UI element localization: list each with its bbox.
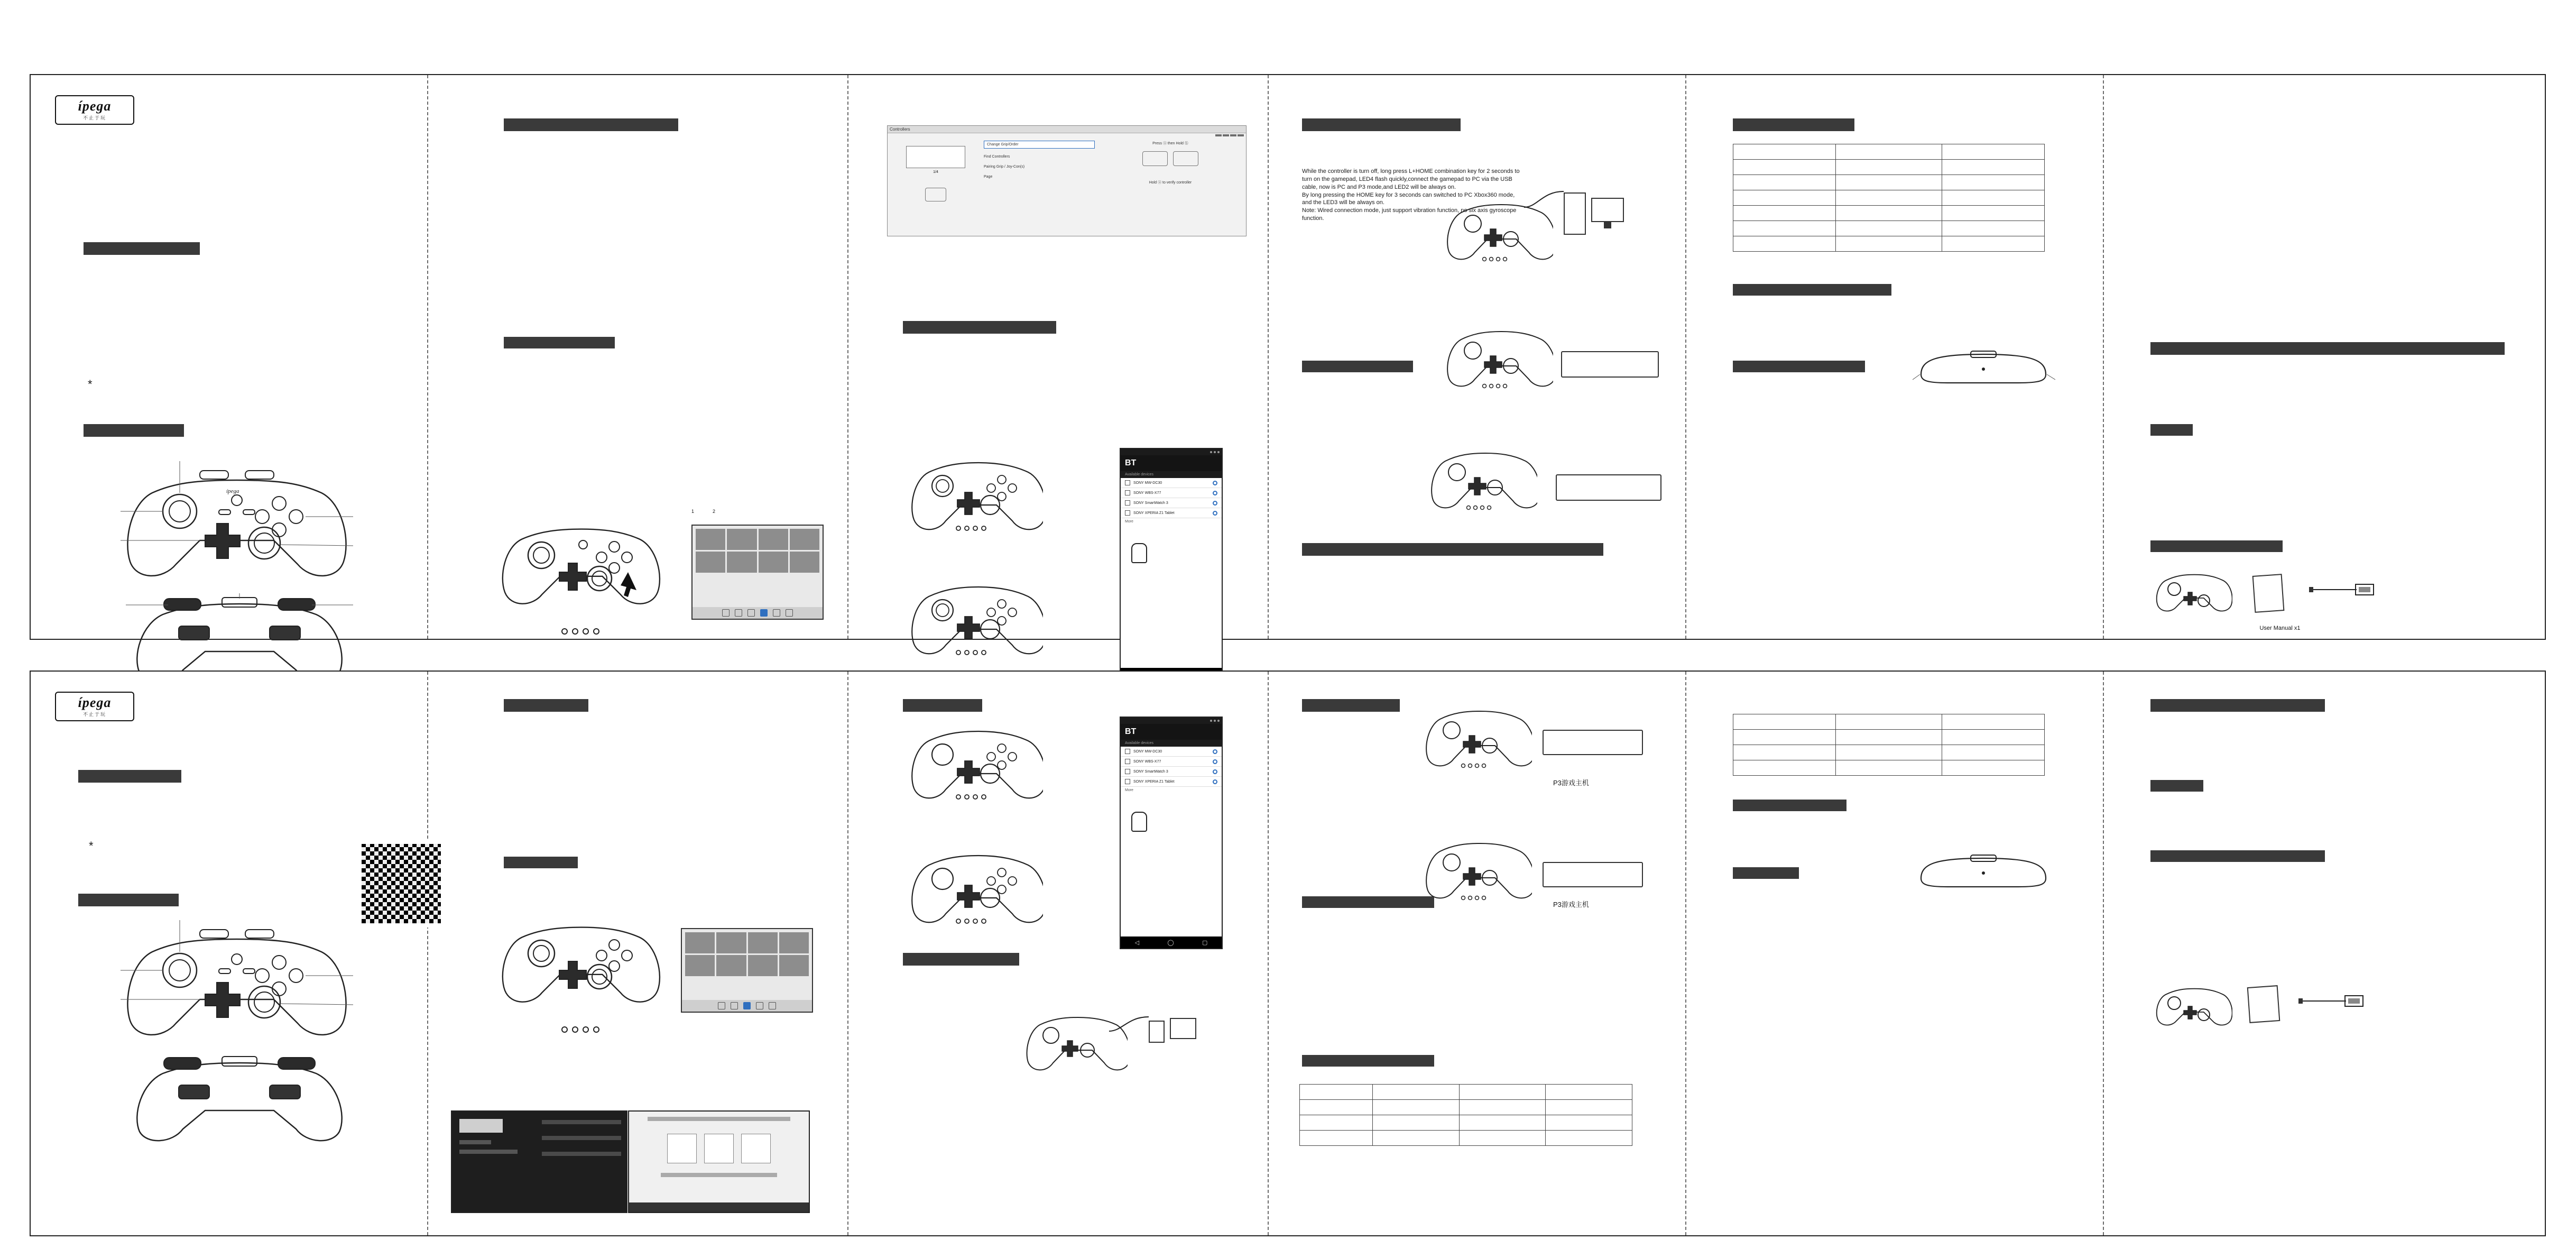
device-icon <box>1125 779 1130 784</box>
tv-icon-5[interactable] <box>786 609 793 617</box>
dialog-tabs[interactable] <box>888 133 1246 137</box>
heading-console-zh <box>1302 699 1400 712</box>
heading-troubleshoot <box>1302 543 1603 556</box>
step-number-1: 1 <box>691 509 695 514</box>
list-item[interactable] <box>1121 508 1222 518</box>
gear-icon[interactable] <box>1213 501 1217 506</box>
phone-bluetooth-screenshot <box>1120 448 1223 681</box>
gamepad-package-illustration-zh <box>2153 981 2232 1039</box>
dialog-tab-3[interactable] <box>1230 134 1236 136</box>
phone-bluetooth-screenshot-zh <box>1120 717 1223 949</box>
panel-console-connection <box>1268 75 1685 639</box>
list-item[interactable] <box>1121 777 1222 787</box>
heading-console <box>1302 118 1461 131</box>
tv-icon-2[interactable] <box>735 609 742 617</box>
heading-package-zh <box>2150 850 2325 862</box>
joycon-left-icon <box>1142 151 1168 166</box>
phone-screen-title: BT <box>1121 724 1222 740</box>
controller-mini-icon <box>925 188 946 201</box>
brand-logo <box>55 95 134 125</box>
device-icon <box>1125 769 1130 774</box>
heading-overview-zh <box>78 770 181 783</box>
gear-icon[interactable] <box>1213 769 1217 774</box>
phone-statusbar <box>1121 449 1222 455</box>
svg-text:ípega: ípega <box>226 488 239 494</box>
usb-cable-illustration-zh <box>2298 991 2372 1013</box>
ps3-console-illustration-2 <box>1556 474 1661 501</box>
gamepad-top-edge-illustration-zh <box>1913 854 2055 891</box>
gamepad-illustration-ps3-b <box>1426 445 1537 517</box>
manual-sheet-english <box>30 74 2546 640</box>
spec-table-zh <box>1733 714 2045 776</box>
gamepad-illustration-bt-2 <box>906 577 1043 662</box>
list-item[interactable] <box>1121 757 1222 767</box>
brand-tagline: 不止于玩 <box>82 115 106 121</box>
device-name: SONY WBS-X77 <box>1133 759 1161 764</box>
device-name: SONY XPERIA Z1 Tablet <box>1133 779 1175 784</box>
panel-product-overview <box>31 75 427 639</box>
heading-warranty-zh <box>2150 699 2325 712</box>
tv-icon-3[interactable] <box>747 609 755 617</box>
tv-toolbar[interactable] <box>693 607 823 619</box>
heading-note <box>2150 424 2193 436</box>
phone-screen-title: BT <box>1121 455 1222 471</box>
heading-ps3-zh <box>1302 896 1434 908</box>
device-name: SONY XPERIA Z1 Tablet <box>1133 511 1175 515</box>
monitor-stand <box>1604 222 1611 228</box>
dialog-footer-hint: Press ⓐ then Hold ⓑ <box>1152 142 1188 145</box>
monitor-illustration-zh <box>1170 1018 1196 1039</box>
gear-icon[interactable] <box>1213 491 1217 495</box>
list-item[interactable] <box>1121 488 1222 498</box>
gamepad-illustration-ps3-b-zh <box>1421 835 1532 907</box>
dialog-item-pairing[interactable]: Pairing Grip / Joy-Con(s) <box>984 165 1025 169</box>
dialog-tab-4[interactable] <box>1238 134 1244 136</box>
ps3-label-b: P3游戏主机 <box>1553 901 1589 908</box>
phone-section-label: Available devices <box>1121 740 1222 747</box>
device-icon <box>1125 500 1130 506</box>
gamepad-back-illustration-zh <box>126 1052 353 1145</box>
dialog-title: Controllers <box>888 126 1246 133</box>
list-item[interactable] <box>1121 767 1222 777</box>
tv-icon-selected[interactable] <box>743 1002 751 1009</box>
heading-trouble-zh <box>1302 1055 1434 1067</box>
dialog-item-page[interactable]: Page <box>984 175 993 179</box>
list-item[interactable] <box>1121 747 1222 757</box>
package-caption: User Manual x1 <box>2259 625 2301 631</box>
tv-icon-4[interactable] <box>773 609 780 617</box>
panel-bluetooth-zh <box>847 672 1268 1235</box>
pc-setup-screenshot-light <box>628 1110 810 1213</box>
tv-icon-selected[interactable] <box>760 609 768 617</box>
note-asterisk-zh: * <box>89 839 94 852</box>
brand-name: ípega <box>78 98 112 114</box>
heading-parts <box>84 424 184 437</box>
ps3-console-illustration-zh <box>1543 730 1643 755</box>
gamepad-top-edge-illustration <box>1913 350 2055 387</box>
dialog-tab-1[interactable] <box>1215 134 1222 136</box>
panel-android-connection-zh <box>427 672 847 1235</box>
ps3-console-illustration <box>1561 351 1659 378</box>
android-tv-screenshot-zh <box>681 928 813 1013</box>
heading-ps3 <box>1302 361 1413 372</box>
device-icon <box>1125 480 1130 485</box>
dialog-hint: Hold ⓐ to verify controller <box>1149 181 1192 185</box>
gamepad-front-illustration <box>121 461 353 583</box>
manual-booklet-illustration-zh <box>2247 985 2280 1023</box>
device-name: SONY MW-DC30 <box>1133 749 1162 754</box>
heading-note-zh <box>2150 780 2203 792</box>
device-icon <box>1125 749 1130 754</box>
heading-specifications <box>1733 118 1854 131</box>
gear-icon[interactable] <box>1213 511 1217 516</box>
device-name: SONY SmartWatch 3 <box>1133 769 1168 774</box>
ps3-console-illustration-2-zh <box>1543 862 1643 887</box>
list-item[interactable] <box>1121 498 1222 508</box>
heading-parts-zh <box>78 894 179 906</box>
hand-pointer-icon <box>1131 543 1147 563</box>
pc-setup-screenshot-dark <box>451 1110 627 1213</box>
gear-icon[interactable] <box>1213 749 1217 754</box>
tv-toolbar[interactable] <box>682 1000 812 1012</box>
dialog-item-find[interactable]: Find Controllers <box>984 155 1010 159</box>
hand-pointer-icon <box>1131 812 1147 832</box>
gamepad-illustration-bt-1 <box>906 453 1043 538</box>
device-icon <box>1125 759 1130 764</box>
gamepad-illustration-bt-1-zh <box>906 722 1043 806</box>
gamepad-illustration-ps3-a <box>1442 324 1553 395</box>
change-grip-order-button[interactable]: Change Grip/Order <box>984 141 1095 149</box>
device-name: SONY SmartWatch 3 <box>1133 501 1168 505</box>
panel-android-connection <box>427 75 847 639</box>
usb-cable <box>1521 189 1569 210</box>
gamepad-illustration-bt-2-zh <box>906 846 1043 931</box>
tv-icon-2[interactable] <box>731 1002 738 1009</box>
controller-slot <box>906 146 965 168</box>
nav-back-icon[interactable]: ◁ <box>1134 939 1140 946</box>
heading-warranty <box>2150 342 2505 355</box>
tv-thumbnails <box>682 929 812 979</box>
heading-charging <box>1733 284 1891 296</box>
console-body-text: While the controller is turn off, long press L+HOME combination key for 2 seconds to turn on the gamepad, LED4 flash quickly,connect the gamepad to PC via the USB cable, now is PC and P3 mode,and LED2 will be always on. By long pressing the HOME key for 3 seconds can switched to PC Xbox360 mode, and the LED3 will be always on. Note: Wired connection mode, just support vibration function, no six axis gyroscope function. <box>1302 168 1520 222</box>
device-icon <box>1125 490 1130 495</box>
phone-more-label[interactable]: More <box>1121 787 1222 794</box>
device-icon <box>1125 510 1130 516</box>
controller-slot-caption: 1/4 <box>933 170 938 174</box>
nav-recents-icon[interactable]: ▢ <box>1202 939 1208 946</box>
dialog-tab-2[interactable] <box>1223 134 1229 136</box>
gear-icon[interactable] <box>1213 759 1217 764</box>
gamepad-front-illustration-zh <box>121 920 353 1042</box>
panel-specifications-zh <box>1685 672 2103 1235</box>
step-number-2: 2 <box>713 509 716 514</box>
heading-bluetooth-zh <box>903 699 982 712</box>
ps3-label-a: P3游戏主机 <box>1553 779 1589 787</box>
panel-pc-bluetooth <box>847 75 1268 639</box>
heading-led-zh <box>1733 867 1799 879</box>
tv-icon-1[interactable] <box>718 1002 725 1009</box>
brand-tagline: 不止于玩 <box>82 711 106 717</box>
gamepad-illustration-android <box>496 514 665 646</box>
brand-logo <box>55 692 134 721</box>
usb-cable-zh <box>1106 1013 1154 1034</box>
tv-icon-4[interactable] <box>769 1002 776 1009</box>
nav-home-icon[interactable]: ◯ <box>1167 939 1174 946</box>
heading-android-mode <box>504 337 615 348</box>
usb-cable-illustration <box>2309 580 2383 601</box>
manual-booklet-illustration <box>2252 574 2285 613</box>
heading-led <box>1733 361 1865 372</box>
heading-overview <box>84 242 200 255</box>
list-item[interactable] <box>1121 478 1222 488</box>
tv-thumbnails <box>693 526 823 576</box>
gamepad-package-illustration <box>2153 567 2232 625</box>
phone-statusbar <box>1121 718 1222 724</box>
tv-icon-1[interactable] <box>722 609 730 617</box>
phone-navbar[interactable] <box>1121 936 1222 948</box>
spec-table <box>1733 144 2045 252</box>
joycon-right-icon <box>1173 151 1198 166</box>
android-tv-screenshot <box>691 525 824 620</box>
heading-package <box>2150 540 2283 552</box>
phone-more-label[interactable]: More <box>1121 518 1222 525</box>
switch-controllers-dialog <box>887 125 1247 236</box>
heading-android-mode-zh <box>504 857 578 868</box>
troubleshoot-table <box>1299 1084 1632 1146</box>
heading-bluetooth <box>903 321 1056 334</box>
heading-charging-zh <box>1733 800 1846 811</box>
panel-product-overview-zh <box>31 672 427 1235</box>
phone-section-label: Available devices <box>1121 471 1222 478</box>
heading-android <box>504 118 678 131</box>
panel-console-connection-zh <box>1268 672 1685 1235</box>
manual-sheet-chinese <box>30 671 2546 1236</box>
panel-warranty-package-zh <box>2103 672 2547 1235</box>
panel-warranty-package <box>2103 75 2547 639</box>
heading-android-zh <box>504 699 588 712</box>
brand-name: ípega <box>78 694 112 710</box>
device-name: SONY WBS-X77 <box>1133 491 1161 495</box>
monitor-illustration <box>1591 198 1624 222</box>
gamepad-illustration-ps3-a-zh <box>1421 703 1532 775</box>
note-asterisk: * <box>88 378 93 391</box>
gamepad-illustration-android-zh <box>496 912 665 1044</box>
heading-pc-zh <box>903 953 1019 966</box>
gear-icon[interactable] <box>1213 779 1217 784</box>
device-name: SONY MW-DC30 <box>1133 481 1162 485</box>
tv-icon-3[interactable] <box>756 1002 763 1009</box>
gear-icon[interactable] <box>1213 481 1217 485</box>
panel-specifications <box>1685 75 2103 639</box>
